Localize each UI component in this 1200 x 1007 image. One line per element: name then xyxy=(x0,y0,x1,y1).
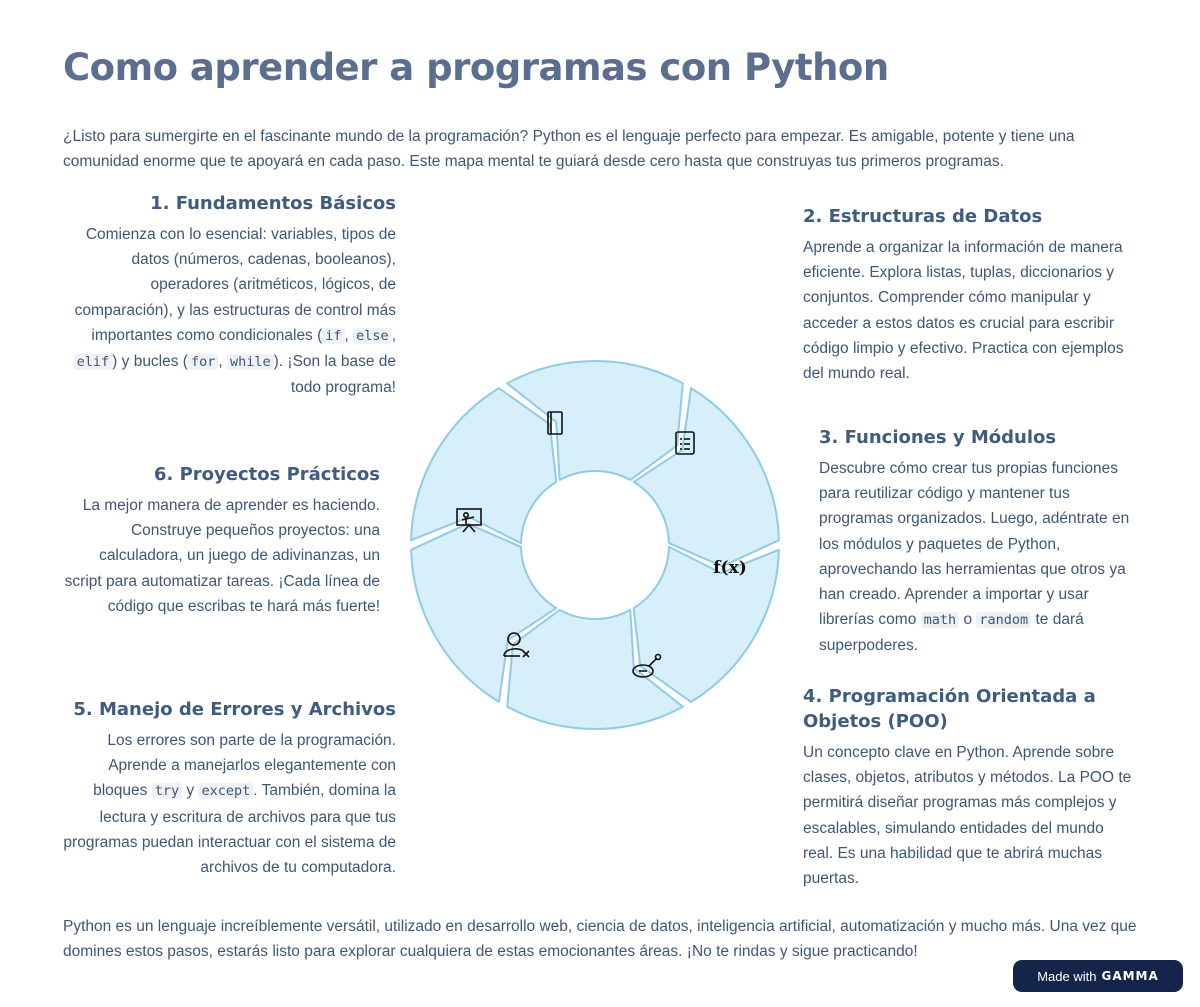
section-body-proyectos: La mejor manera de aprender es haciendo. Construye pequeños proyectos: una calculadora, un juego de adivinanzas, un script para automatizar tareas. ¡Cada línea de código que escribas te hará más fuerte! xyxy=(64,497,380,615)
code-try: try xyxy=(152,783,182,799)
section-body-fundamentos: Comienza con lo esencial: variables, tipos de datos (números, cadenas, booleanos), operadores (aritméticos, lógicos, de comparación), y las estructuras de control más importantes como condicionales ( if , else , elif ) y bucles ( for , while ). ¡Son la base de todo programa! xyxy=(74,226,396,397)
section-poo xyxy=(803,684,1138,891)
code-if: if xyxy=(322,328,344,344)
section-heading-errores: 5. Manejo de Errores y Archivos xyxy=(73,699,396,720)
section-proyectos xyxy=(63,462,380,619)
section-estructuras xyxy=(803,204,1138,386)
section-body-funciones: Descubre cómo crear tus propias funciones para reutilizar código y mantener tus programas organizados. Luego, adéntrate en los módulos y paquetes de Python, aprovechando las herramientas que otros ya han creado. Aprender a importar y usar librerías como math o random te dará superpoderes. xyxy=(819,460,1130,655)
code-except: except xyxy=(198,783,253,799)
made-with-gamma-badge[interactable] xyxy=(1013,960,1183,992)
section-body-errores: Los errores son parte de la programación. Aprende a manejarlos elegantemente con bloques try y except . También, domina la lectura y escritura de archivos para que tus programas puedan interactuar con el sistema de archivos de tu computadora. xyxy=(63,732,396,877)
section-errores xyxy=(63,697,396,880)
code-random: random xyxy=(976,612,1031,628)
section-body-estructuras: Aprende a organizar la información de manera eficiente. Explora listas, tuplas, diccionarios y conjuntos. Comprender cómo manipular y acceder a estos datos es crucial para escribir código limpio y efectivo. Practica con ejemplos del mundo real. xyxy=(803,239,1124,383)
code-elif: elif xyxy=(74,354,113,370)
code-math: math xyxy=(921,612,960,628)
code-while: while xyxy=(227,354,274,370)
section-heading-proyectos: 6. Proyectos Prácticos xyxy=(153,464,380,485)
section-body-poo: Un concepto clave en Python. Aprende sobre clases, objetos, atributos y métodos. La POO te permitirá diseñar programas más complejos y escalables, simulando entidades del mundo real. Es una habilidad que te abrirá muchas puertas. xyxy=(803,744,1132,888)
cycle-wheel xyxy=(405,355,785,735)
code-else: else xyxy=(353,328,392,344)
segment-6 xyxy=(411,388,556,543)
section-heading-fundamentos: 1. Fundamentos Básicos xyxy=(150,193,396,214)
closing-paragraph: Python es un lenguaje increíblemente versátil, utilizado en desarrollo web, ciencia de datos, inteligencia artificial, automatización y mucho más. Una vez que domines estos pasos, estarás listo para explorar cualquiera de estas emocionantes áreas. ¡No te rindas y sigue practicando! xyxy=(63,918,1137,960)
badge-prefix: Made with xyxy=(1037,968,1097,984)
intro-paragraph: ¿Listo para sumergirte en el fascinante mundo de la programación? Python es el lenguaje perfecto para empezar. Es amigable, potente y tiene una comunidad enorme que te apoyará en cada paso. Este mapa mental te guiará desde cero hasta que construyas tus primeros programas. xyxy=(63,128,1075,170)
section-heading-estructuras: 2. Estructuras de Datos xyxy=(803,206,1043,227)
section-heading-funciones: 3. Funciones y Módulos xyxy=(819,427,1057,448)
section-fundamentos xyxy=(63,191,396,400)
segment-3 xyxy=(634,547,779,702)
page-title: Como aprender a programas con Python xyxy=(63,46,889,89)
section-heading-poo: 4. Programación Orientada a Objetos (POO) xyxy=(803,686,1096,732)
code-for: for xyxy=(188,354,218,370)
function-icon: f(x) xyxy=(713,558,747,578)
section-funciones xyxy=(819,425,1139,659)
gamma-logo: GAMMA xyxy=(1101,969,1159,983)
